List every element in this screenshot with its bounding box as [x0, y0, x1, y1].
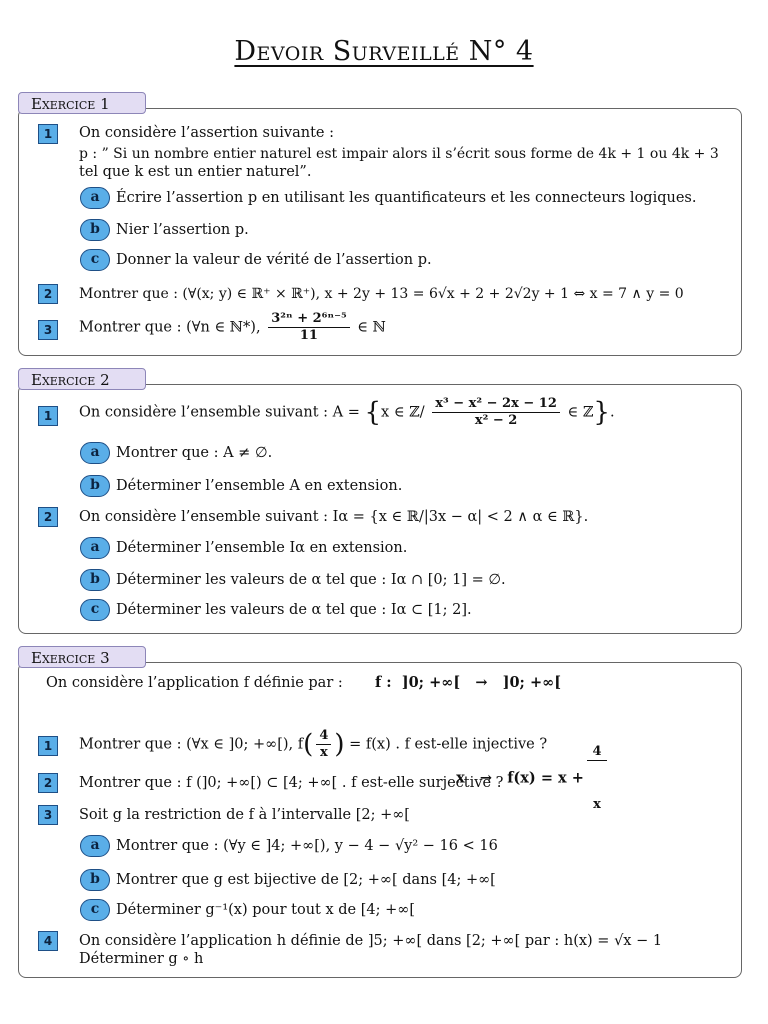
subquestion-letter: b — [80, 569, 110, 591]
subquestion-letter: a — [80, 835, 110, 857]
question-number: 1 — [38, 406, 58, 426]
subquestion-text: Donner la valeur de vérité de l’assertion p. — [116, 252, 432, 268]
page-title: Devoir Surveillé N° 4 — [234, 36, 534, 67]
question-text: On considère l’ensemble suivant : Iα = {x ∈ ℝ/|3x − α| < 2 ∧ α ∈ ℝ}. — [79, 509, 589, 525]
question-text — [79, 311, 386, 344]
fraction-denominator: 11 — [299, 328, 318, 343]
question-number: 4 — [38, 931, 58, 951]
paren-close: ) — [334, 729, 345, 760]
subquestion-letter: c — [80, 599, 110, 621]
question-text: p : ” Si un nombre entier naturel est impair alors il s’écrit sous forme de 4k + 1 ou 4k + 3 — [79, 146, 719, 162]
fraction — [268, 311, 349, 344]
subquestion-text: Déterminer les valeurs de α tel que : Iα ∩ [0; 1] = ∅. — [116, 572, 506, 588]
fraction-denominator: x² − 2 — [474, 413, 518, 428]
question-prefix: Montrer que : (∀n ∈ ℕ*), — [79, 319, 261, 336]
question-text: Montrer que : (∀(x; y) ∈ ℝ⁺ × ℝ⁺), x + 2y + 13 = 6√x + 2 + 2√2y + 1 ⇔ x = 7 ∧ y = 0 — [79, 286, 684, 302]
subquestion-letter: c — [80, 249, 110, 271]
fraction-denominator: x — [593, 797, 601, 812]
question-suffix: = f(x) . f est-elle injective ? — [349, 736, 548, 753]
question-text: On considère l’application h définie de ]5; +∞[ dans [2; +∞[ par : h(x) = √x − 1 — [79, 933, 663, 949]
question-text: Soit g la restriction de f à l’intervalle [2; +∞[ — [79, 807, 410, 823]
fraction — [316, 728, 331, 761]
set-right: ∈ ℤ — [567, 404, 594, 421]
subquestion-letter: a — [80, 187, 110, 209]
question-number: 3 — [38, 320, 58, 340]
question-number: 1 — [38, 736, 58, 756]
question-text: Montrer que : f (]0; +∞[) ⊂ [4; +∞[ . f est-elle surjective ? — [79, 775, 504, 791]
exercise-3-tab: Exercice 3 — [18, 646, 146, 668]
fraction — [587, 708, 607, 849]
question-number: 3 — [38, 805, 58, 825]
subquestion-text: Déterminer g⁻¹(x) pour tout x de [4; +∞[ — [116, 902, 415, 918]
fraction — [432, 396, 560, 429]
subquestion-letter: a — [80, 537, 110, 559]
subquestion-text: Déterminer l’ensemble A en extension. — [116, 478, 403, 494]
fraction-numerator: 4 — [316, 728, 331, 745]
question-text: Déterminer g ∘ h — [79, 951, 204, 967]
fraction-denominator: x — [319, 745, 328, 760]
intro-text: On considère l’application f définie par : — [46, 675, 343, 691]
subquestion-letter: a — [80, 442, 110, 464]
question-prefix: Montrer que : (∀x ∈ ]0; +∞[), f — [79, 736, 304, 753]
subquestion-text: Nier l’assertion p. — [116, 222, 249, 238]
subquestion-letter: b — [80, 475, 110, 497]
subquestion-letter: b — [80, 219, 110, 241]
question-text — [79, 728, 547, 761]
mapping-line: f : ]0; +∞[ → ]0; +∞[ — [375, 674, 562, 691]
subquestion-text: Déterminer l’ensemble Iα en extension. — [116, 540, 408, 556]
question-number: 2 — [38, 773, 58, 793]
subquestion-letter: b — [80, 869, 110, 891]
subquestion-text: Montrer que : (∀y ∈ ]4; +∞[), y − 4 − √y² − 16 < 16 — [116, 838, 498, 854]
exercise-2-tab: Exercice 2 — [18, 368, 146, 390]
question-prefix: On considère l’ensemble suivant : A = — [79, 404, 360, 421]
question-suffix: ∈ ℕ — [357, 319, 386, 336]
subquestion-text: Écrire l’assertion p en utilisant les quantificateurs et les connecteurs logiques. — [116, 190, 697, 206]
paren-open: ( — [303, 729, 314, 760]
subquestion-text: Montrer que g est bijective de [2; +∞[ dans [4; +∞[ — [116, 872, 496, 888]
question-text: On considère l’assertion suivante : — [79, 125, 335, 141]
fraction-numerator: x³ − x² − 2x − 12 — [432, 396, 560, 413]
set-left: x ∈ ℤ/ — [381, 404, 425, 421]
subquestion-text: Déterminer les valeurs de α tel que : Iα ⊂ [1; 2]. — [116, 602, 472, 618]
exercise-1-tab: Exercice 1 — [18, 92, 146, 114]
brace-open: { — [364, 397, 382, 428]
question-number: 1 — [38, 124, 58, 144]
question-text: tel que k est un entier naturel”. — [79, 164, 312, 180]
subquestion-letter: c — [80, 899, 110, 921]
question-number: 2 — [38, 284, 58, 304]
mapping-expr: x → f(x) = x + — [456, 769, 584, 787]
question-text: On considère l’ensemble suivant : A = {x ∈ ℤ/ $\frac{\text{x³ − x² − 2x − 12}}{\text{x² − 2}}$ ∈ ℤ}. — [79, 396, 615, 428]
mapping-line — [446, 690, 610, 849]
subquestion-text: Montrer que : A ≠ ∅. — [116, 445, 273, 461]
question-number: 2 — [38, 507, 58, 527]
fraction-numerator: 3²ⁿ + 2⁶ⁿ⁻⁵ — [268, 311, 349, 328]
fraction-numerator: 4 — [587, 744, 607, 761]
brace-close: } — [593, 397, 610, 428]
